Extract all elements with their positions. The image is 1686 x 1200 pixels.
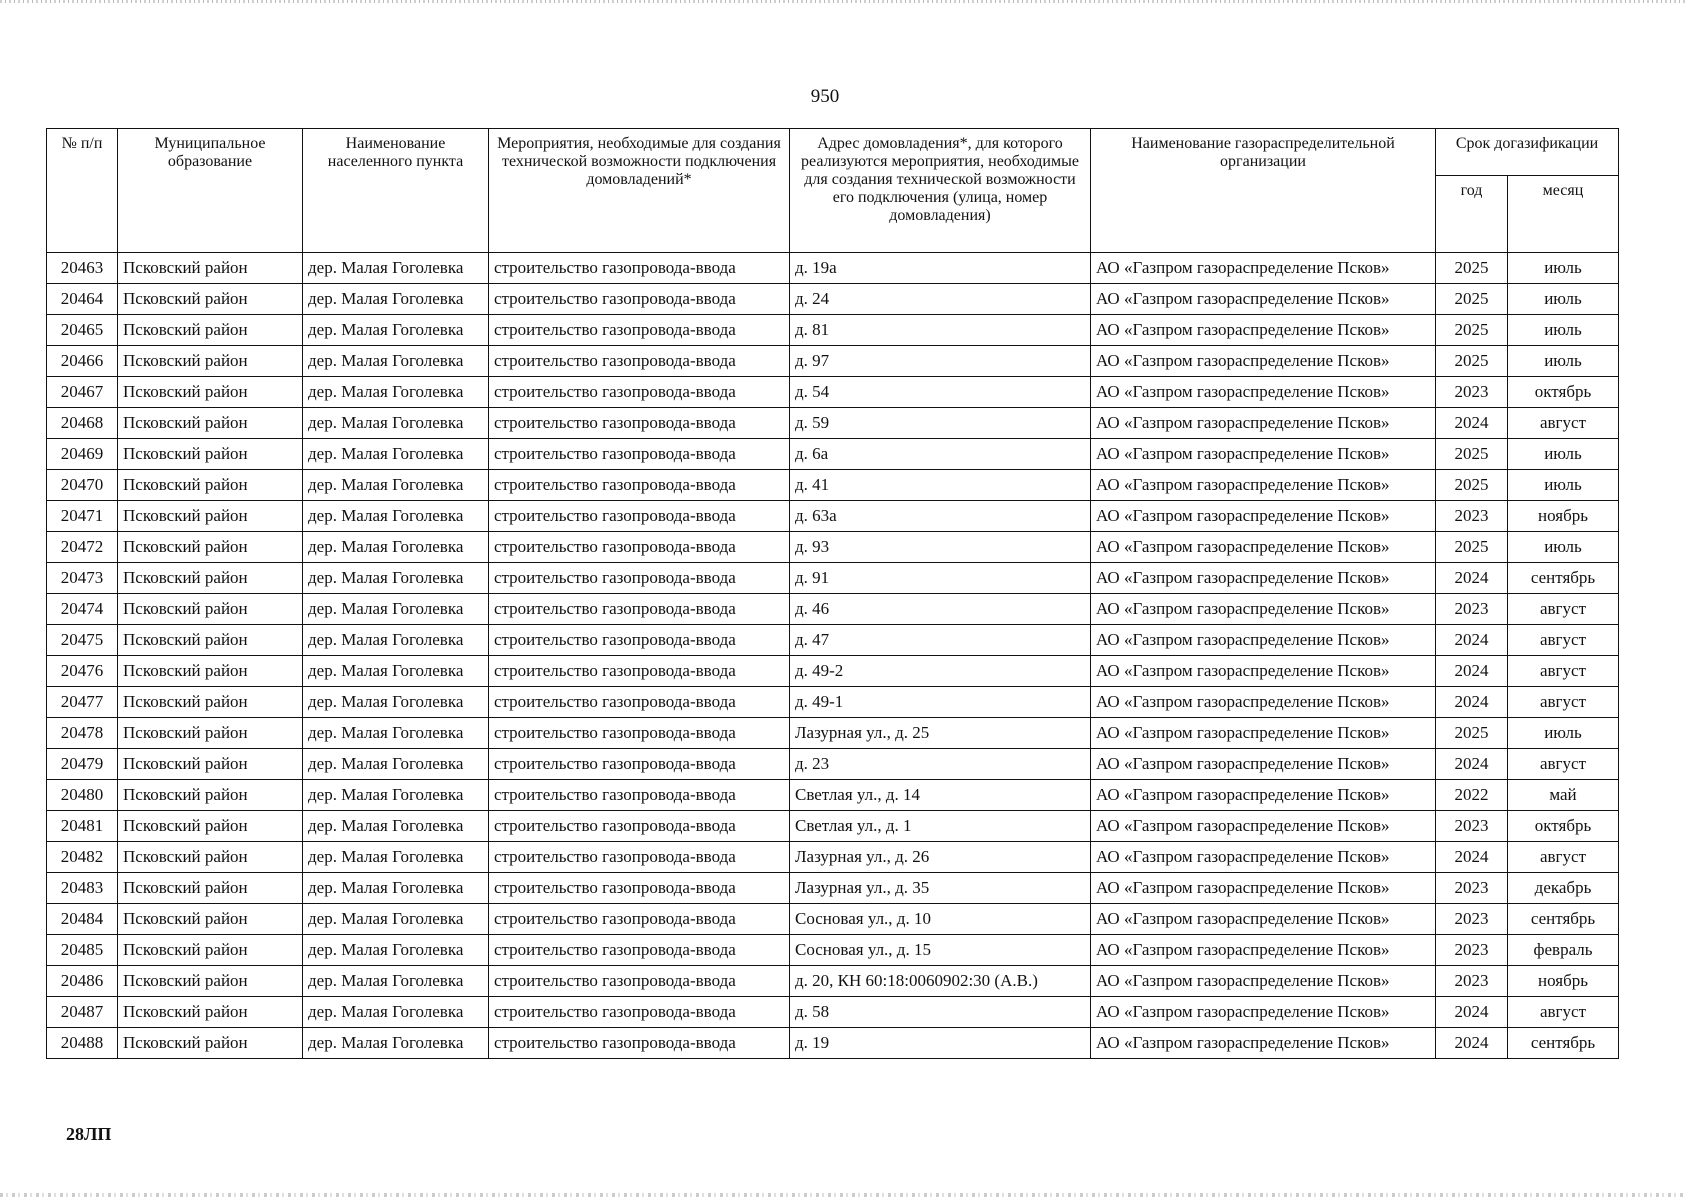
cell-municipality: Псковский район <box>118 439 303 470</box>
cell-month: август <box>1508 997 1619 1028</box>
cell-address: д. 59 <box>790 408 1091 439</box>
cell-month: август <box>1508 656 1619 687</box>
cell-settlement: дер. Малая Гоголевка <box>303 656 489 687</box>
cell-year: 2024 <box>1436 749 1508 780</box>
cell-address: д. 19 <box>790 1028 1091 1059</box>
cell-year: 2024 <box>1436 656 1508 687</box>
cell-measure: строительство газопровода-ввода <box>489 563 790 594</box>
cell-municipality: Псковский район <box>118 532 303 563</box>
cell-address: д. 20, КН 60:18:0060902:30 (А.В.) <box>790 966 1091 997</box>
table-row <box>47 470 1619 501</box>
header-address: Адрес домовладения*, для которого реализуются мероприятия, необходимые для создания технической возможности его подключения (улица, номер домовладения) <box>790 129 1091 253</box>
cell-num: 20487 <box>47 997 118 1028</box>
header-municipality: Муниципальное образование <box>118 129 303 253</box>
cell-year: 2025 <box>1436 718 1508 749</box>
cell-settlement: дер. Малая Гоголевка <box>303 563 489 594</box>
cell-num: 20484 <box>47 904 118 935</box>
cell-organization: АО «Газпром газораспределение Псков» <box>1091 563 1436 594</box>
cell-settlement: дер. Малая Гоголевка <box>303 284 489 315</box>
cell-settlement: дер. Малая Гоголевка <box>303 687 489 718</box>
cell-municipality: Псковский район <box>118 563 303 594</box>
cell-municipality: Псковский район <box>118 780 303 811</box>
cell-measure: строительство газопровода-ввода <box>489 532 790 563</box>
cell-num: 20480 <box>47 780 118 811</box>
table-row <box>47 377 1619 408</box>
cell-address: д. 49-1 <box>790 687 1091 718</box>
cell-address: Светлая ул., д. 14 <box>790 780 1091 811</box>
cell-address: д. 97 <box>790 346 1091 377</box>
cell-measure: строительство газопровода-ввода <box>489 997 790 1028</box>
cell-address: д. 46 <box>790 594 1091 625</box>
cell-address: д. 49-2 <box>790 656 1091 687</box>
cell-year: 2023 <box>1436 935 1508 966</box>
cell-year: 2024 <box>1436 842 1508 873</box>
table-row <box>47 284 1619 315</box>
cell-organization: АО «Газпром газораспределение Псков» <box>1091 718 1436 749</box>
cell-year: 2024 <box>1436 625 1508 656</box>
table-row <box>47 997 1619 1028</box>
cell-year: 2023 <box>1436 377 1508 408</box>
header-measures: Мероприятия, необходимые для создания технической возможности подключения домовладений* <box>489 129 790 253</box>
cell-num: 20488 <box>47 1028 118 1059</box>
cell-year: 2023 <box>1436 966 1508 997</box>
cell-address: д. 63а <box>790 501 1091 532</box>
cell-measure: строительство газопровода-ввода <box>489 253 790 284</box>
cell-num: 20482 <box>47 842 118 873</box>
gasification-table <box>46 128 1619 1059</box>
cell-year: 2023 <box>1436 594 1508 625</box>
cell-month: ноябрь <box>1508 966 1619 997</box>
cell-settlement: дер. Малая Гоголевка <box>303 935 489 966</box>
cell-month: октябрь <box>1508 811 1619 842</box>
cell-organization: АО «Газпром газораспределение Псков» <box>1091 315 1436 346</box>
cell-measure: строительство газопровода-ввода <box>489 408 790 439</box>
cell-organization: АО «Газпром газораспределение Псков» <box>1091 873 1436 904</box>
cell-municipality: Псковский район <box>118 687 303 718</box>
table-row <box>47 439 1619 470</box>
cell-address: Светлая ул., д. 1 <box>790 811 1091 842</box>
table-row <box>47 532 1619 563</box>
cell-settlement: дер. Малая Гоголевка <box>303 439 489 470</box>
cell-organization: АО «Газпром газораспределение Псков» <box>1091 904 1436 935</box>
cell-num: 20485 <box>47 935 118 966</box>
table-row <box>47 873 1619 904</box>
cell-num: 20476 <box>47 656 118 687</box>
cell-measure: строительство газопровода-ввода <box>489 439 790 470</box>
cell-address: Лазурная ул., д. 26 <box>790 842 1091 873</box>
cell-year: 2023 <box>1436 811 1508 842</box>
cell-measure: строительство газопровода-ввода <box>489 501 790 532</box>
cell-measure: строительство газопровода-ввода <box>489 718 790 749</box>
cell-month: май <box>1508 780 1619 811</box>
cell-address: д. 6а <box>790 439 1091 470</box>
cell-month: август <box>1508 842 1619 873</box>
cell-month: ноябрь <box>1508 501 1619 532</box>
cell-organization: АО «Газпром газораспределение Псков» <box>1091 687 1436 718</box>
cell-year: 2024 <box>1436 1028 1508 1059</box>
cell-organization: АО «Газпром газораспределение Псков» <box>1091 997 1436 1028</box>
cell-settlement: дер. Малая Гоголевка <box>303 966 489 997</box>
cell-settlement: дер. Малая Гоголевка <box>303 315 489 346</box>
cell-settlement: дер. Малая Гоголевка <box>303 532 489 563</box>
cell-measure: строительство газопровода-ввода <box>489 842 790 873</box>
scan-edge-bottom <box>0 1193 1686 1197</box>
cell-settlement: дер. Малая Гоголевка <box>303 904 489 935</box>
table-row <box>47 625 1619 656</box>
cell-municipality: Псковский район <box>118 718 303 749</box>
table-row <box>47 811 1619 842</box>
cell-address: д. 41 <box>790 470 1091 501</box>
cell-month: сентябрь <box>1508 563 1619 594</box>
header-row <box>47 129 1619 176</box>
table-body <box>47 253 1619 1059</box>
cell-settlement: дер. Малая Гоголевка <box>303 873 489 904</box>
header-organization: Наименование газораспределительной организации <box>1091 129 1436 253</box>
cell-num: 20471 <box>47 501 118 532</box>
cell-address: д. 47 <box>790 625 1091 656</box>
cell-organization: АО «Газпром газораспределение Псков» <box>1091 1028 1436 1059</box>
cell-month: август <box>1508 408 1619 439</box>
cell-num: 20486 <box>47 966 118 997</box>
cell-municipality: Псковский район <box>118 346 303 377</box>
cell-num: 20469 <box>47 439 118 470</box>
cell-measure: строительство газопровода-ввода <box>489 966 790 997</box>
cell-measure: строительство газопровода-ввода <box>489 749 790 780</box>
cell-month: июль <box>1508 253 1619 284</box>
cell-municipality: Псковский район <box>118 377 303 408</box>
header-term: Срок догазификации <box>1436 129 1619 176</box>
cell-year: 2024 <box>1436 563 1508 594</box>
table-row <box>47 408 1619 439</box>
cell-organization: АО «Газпром газораспределение Псков» <box>1091 284 1436 315</box>
cell-measure: строительство газопровода-ввода <box>489 811 790 842</box>
table-row <box>47 501 1619 532</box>
cell-organization: АО «Газпром газораспределение Псков» <box>1091 842 1436 873</box>
cell-municipality: Псковский район <box>118 501 303 532</box>
footer-code: 28ЛП <box>66 1124 112 1144</box>
cell-municipality: Псковский район <box>118 594 303 625</box>
table-row <box>47 563 1619 594</box>
cell-num: 20468 <box>47 408 118 439</box>
cell-month: июль <box>1508 439 1619 470</box>
cell-num: 20477 <box>47 687 118 718</box>
header-year: год <box>1436 176 1508 253</box>
cell-municipality: Псковский район <box>118 904 303 935</box>
cell-month: июль <box>1508 346 1619 377</box>
cell-settlement: дер. Малая Гоголевка <box>303 377 489 408</box>
cell-year: 2025 <box>1436 439 1508 470</box>
cell-month: февраль <box>1508 935 1619 966</box>
cell-address: д. 58 <box>790 997 1091 1028</box>
cell-num: 20465 <box>47 315 118 346</box>
table-row <box>47 842 1619 873</box>
cell-address: Сосновая ул., д. 15 <box>790 935 1091 966</box>
cell-settlement: дер. Малая Гоголевка <box>303 253 489 284</box>
cell-num: 20463 <box>47 253 118 284</box>
table-row <box>47 594 1619 625</box>
cell-address: д. 24 <box>790 284 1091 315</box>
cell-address: д. 19а <box>790 253 1091 284</box>
cell-settlement: дер. Малая Гоголевка <box>303 997 489 1028</box>
table-row <box>47 1028 1619 1059</box>
cell-month: декабрь <box>1508 873 1619 904</box>
cell-measure: строительство газопровода-ввода <box>489 470 790 501</box>
cell-year: 2025 <box>1436 346 1508 377</box>
header-settlement: Наименование населенного пункта <box>303 129 489 253</box>
table-row <box>47 749 1619 780</box>
cell-settlement: дер. Малая Гоголевка <box>303 749 489 780</box>
cell-measure: строительство газопровода-ввода <box>489 873 790 904</box>
cell-year: 2023 <box>1436 873 1508 904</box>
cell-measure: строительство газопровода-ввода <box>489 656 790 687</box>
cell-year: 2024 <box>1436 997 1508 1028</box>
cell-address: Лазурная ул., д. 25 <box>790 718 1091 749</box>
cell-num: 20466 <box>47 346 118 377</box>
page-number: 950 <box>810 86 840 107</box>
cell-measure: строительство газопровода-ввода <box>489 904 790 935</box>
cell-address: д. 81 <box>790 315 1091 346</box>
cell-address: Сосновая ул., д. 10 <box>790 904 1091 935</box>
cell-organization: АО «Газпром газораспределение Псков» <box>1091 749 1436 780</box>
cell-address: д. 91 <box>790 563 1091 594</box>
cell-municipality: Псковский район <box>118 873 303 904</box>
cell-address: д. 93 <box>790 532 1091 563</box>
cell-month: август <box>1508 687 1619 718</box>
cell-organization: АО «Газпром газораспределение Псков» <box>1091 532 1436 563</box>
cell-measure: строительство газопровода-ввода <box>489 1028 790 1059</box>
cell-organization: АО «Газпром газораспределение Псков» <box>1091 656 1436 687</box>
table-row <box>47 687 1619 718</box>
cell-settlement: дер. Малая Гоголевка <box>303 780 489 811</box>
cell-settlement: дер. Малая Гоголевка <box>303 408 489 439</box>
cell-organization: АО «Газпром газораспределение Псков» <box>1091 935 1436 966</box>
cell-num: 20481 <box>47 811 118 842</box>
cell-measure: строительство газопровода-ввода <box>489 284 790 315</box>
cell-month: октябрь <box>1508 377 1619 408</box>
cell-month: июль <box>1508 315 1619 346</box>
cell-municipality: Псковский район <box>118 408 303 439</box>
cell-measure: строительство газопровода-ввода <box>489 377 790 408</box>
cell-num: 20470 <box>47 470 118 501</box>
table-row <box>47 718 1619 749</box>
cell-municipality: Псковский район <box>118 966 303 997</box>
cell-municipality: Псковский район <box>118 284 303 315</box>
cell-measure: строительство газопровода-ввода <box>489 780 790 811</box>
header-month: месяц <box>1508 176 1619 253</box>
cell-organization: АО «Газпром газораспределение Псков» <box>1091 377 1436 408</box>
cell-num: 20483 <box>47 873 118 904</box>
cell-month: июль <box>1508 284 1619 315</box>
cell-organization: АО «Газпром газораспределение Псков» <box>1091 501 1436 532</box>
cell-measure: строительство газопровода-ввода <box>489 687 790 718</box>
cell-measure: строительство газопровода-ввода <box>489 935 790 966</box>
cell-month: август <box>1508 625 1619 656</box>
table-row <box>47 346 1619 377</box>
scan-edge-top <box>0 0 1686 3</box>
cell-settlement: дер. Малая Гоголевка <box>303 594 489 625</box>
cell-organization: АО «Газпром газораспределение Псков» <box>1091 966 1436 997</box>
cell-organization: АО «Газпром газораспределение Псков» <box>1091 811 1436 842</box>
cell-month: июль <box>1508 718 1619 749</box>
cell-settlement: дер. Малая Гоголевка <box>303 625 489 656</box>
cell-organization: АО «Газпром газораспределение Псков» <box>1091 408 1436 439</box>
cell-municipality: Псковский район <box>118 470 303 501</box>
cell-municipality: Псковский район <box>118 315 303 346</box>
cell-address: д. 54 <box>790 377 1091 408</box>
cell-settlement: дер. Малая Гоголевка <box>303 718 489 749</box>
cell-num: 20474 <box>47 594 118 625</box>
cell-month: сентябрь <box>1508 1028 1619 1059</box>
cell-year: 2025 <box>1436 253 1508 284</box>
cell-municipality: Псковский район <box>118 749 303 780</box>
cell-organization: АО «Газпром газораспределение Псков» <box>1091 625 1436 656</box>
cell-month: сентябрь <box>1508 904 1619 935</box>
cell-year: 2022 <box>1436 780 1508 811</box>
cell-settlement: дер. Малая Гоголевка <box>303 501 489 532</box>
cell-year: 2025 <box>1436 284 1508 315</box>
table-row <box>47 780 1619 811</box>
cell-address: д. 23 <box>790 749 1091 780</box>
cell-organization: АО «Газпром газораспределение Псков» <box>1091 470 1436 501</box>
cell-measure: строительство газопровода-ввода <box>489 625 790 656</box>
cell-address: Лазурная ул., д. 35 <box>790 873 1091 904</box>
cell-settlement: дер. Малая Гоголевка <box>303 842 489 873</box>
cell-month: июль <box>1508 532 1619 563</box>
cell-year: 2025 <box>1436 470 1508 501</box>
header-num: № п/п <box>47 129 118 253</box>
table-row <box>47 253 1619 284</box>
cell-month: август <box>1508 749 1619 780</box>
cell-municipality: Псковский район <box>118 842 303 873</box>
cell-municipality: Псковский район <box>118 253 303 284</box>
cell-measure: строительство газопровода-ввода <box>489 315 790 346</box>
cell-num: 20479 <box>47 749 118 780</box>
cell-num: 20478 <box>47 718 118 749</box>
cell-year: 2023 <box>1436 501 1508 532</box>
cell-municipality: Псковский район <box>118 1028 303 1059</box>
cell-settlement: дер. Малая Гоголевка <box>303 1028 489 1059</box>
cell-measure: строительство газопровода-ввода <box>489 346 790 377</box>
cell-organization: АО «Газпром газораспределение Псков» <box>1091 780 1436 811</box>
cell-settlement: дер. Малая Гоголевка <box>303 811 489 842</box>
cell-num: 20464 <box>47 284 118 315</box>
table-row <box>47 904 1619 935</box>
cell-organization: АО «Газпром газораспределение Псков» <box>1091 346 1436 377</box>
cell-measure: строительство газопровода-ввода <box>489 594 790 625</box>
cell-municipality: Псковский район <box>118 997 303 1028</box>
cell-year: 2025 <box>1436 315 1508 346</box>
cell-settlement: дер. Малая Гоголевка <box>303 470 489 501</box>
table-row <box>47 315 1619 346</box>
table-row <box>47 656 1619 687</box>
table-row <box>47 966 1619 997</box>
cell-organization: АО «Газпром газораспределение Псков» <box>1091 253 1436 284</box>
cell-settlement: дер. Малая Гоголевка <box>303 346 489 377</box>
cell-municipality: Псковский район <box>118 811 303 842</box>
cell-year: 2025 <box>1436 532 1508 563</box>
cell-year: 2023 <box>1436 904 1508 935</box>
cell-municipality: Псковский район <box>118 935 303 966</box>
cell-month: июль <box>1508 470 1619 501</box>
cell-num: 20467 <box>47 377 118 408</box>
cell-num: 20472 <box>47 532 118 563</box>
cell-year: 2024 <box>1436 408 1508 439</box>
cell-organization: АО «Газпром газораспределение Псков» <box>1091 439 1436 470</box>
cell-num: 20475 <box>47 625 118 656</box>
table-row <box>47 935 1619 966</box>
cell-num: 20473 <box>47 563 118 594</box>
cell-month: август <box>1508 594 1619 625</box>
cell-organization: АО «Газпром газораспределение Псков» <box>1091 594 1436 625</box>
cell-municipality: Псковский район <box>118 656 303 687</box>
cell-year: 2024 <box>1436 687 1508 718</box>
cell-municipality: Псковский район <box>118 625 303 656</box>
